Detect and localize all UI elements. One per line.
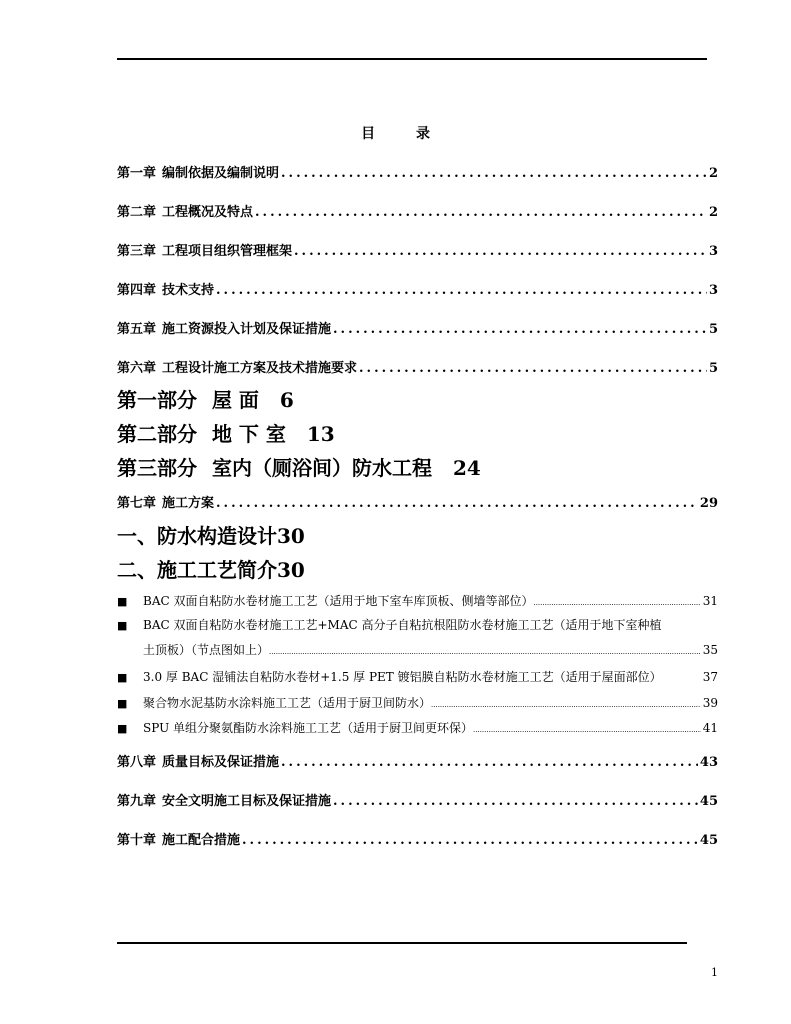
- toc-bullet-1[interactable]: [117, 592, 718, 609]
- page-ref: 41: [702, 721, 718, 735]
- chapter-number: 第二章: [117, 205, 157, 220]
- dot-leader: [333, 794, 698, 809]
- chapter-number: 第四章: [117, 283, 157, 298]
- chapter-number: 第九章: [117, 794, 157, 809]
- page-ref: 31: [702, 594, 718, 608]
- dot-leader: [216, 283, 707, 298]
- page-ref: 30: [277, 558, 305, 582]
- toc-entry-chapter-4[interactable]: [117, 279, 718, 298]
- dot-leader: [281, 755, 698, 770]
- toc-entry-part-2[interactable]: [117, 418, 335, 447]
- footer-rule: [117, 942, 687, 944]
- chapter-number: 第五章: [117, 322, 157, 337]
- bullet-text: 聚合物水泥基防水涂料施工工艺（适用于厨卫间防水）: [143, 696, 432, 710]
- toc-bullet-4[interactable]: [117, 694, 718, 711]
- toc-title: [0, 123, 791, 143]
- toc-entry-chapter-3[interactable]: [117, 240, 718, 259]
- toc-entry-chapter-2[interactable]: [117, 201, 718, 220]
- chapter-title: 质量目标及保证措施: [162, 755, 280, 770]
- bullet-square-icon: ■: [117, 722, 128, 735]
- section-title: 一、防水构造设计: [117, 524, 277, 548]
- toc-entry-chapter-5[interactable]: [117, 318, 718, 337]
- page-ref: 6: [279, 388, 294, 412]
- part-name: 室内（厕浴间）防水工程: [211, 456, 432, 480]
- chapter-title: 工程概况及特点: [162, 205, 254, 220]
- dot-leader: [281, 166, 707, 181]
- page-number: 1: [711, 966, 718, 979]
- page-ref: 3: [708, 244, 718, 259]
- chapter-number: 第七章: [117, 496, 157, 511]
- toc-entry-part-3[interactable]: [117, 452, 481, 481]
- part-label: 第一部分: [117, 388, 197, 412]
- toc-title-char-1: 目: [361, 126, 376, 142]
- toc-entry-chapter-1[interactable]: [117, 162, 718, 181]
- dot-leader: [533, 599, 700, 607]
- dot-leader: [333, 322, 707, 337]
- dot-leader: [359, 361, 707, 376]
- toc-entry-section-1[interactable]: [117, 520, 305, 549]
- page-ref: 39: [702, 696, 718, 710]
- bullet-text: BAC 双面自粘防水卷材施工工艺+MAC 高分子自粘抗根阻防水卷材施工工艺（适用于地下室种植: [143, 618, 662, 632]
- toc-entry-chapter-7[interactable]: [117, 492, 718, 511]
- bullet-text-continuation: 土顶板）（节点图如上）: [143, 643, 270, 657]
- chapter-number: 第六章: [117, 361, 157, 376]
- bullet-text: BAC 双面自粘防水卷材施工工艺（适用于地下室车库顶板、侧墙等部位）: [143, 594, 534, 608]
- page-ref: 24: [452, 456, 481, 480]
- dot-leader: [294, 244, 707, 259]
- page-ref: 13: [306, 422, 335, 446]
- bullet-square-icon: ■: [117, 697, 128, 710]
- page-ref: 5: [708, 322, 718, 337]
- chapter-title: 施工配合措施: [162, 833, 241, 848]
- chapter-number: 第一章: [117, 166, 157, 181]
- toc-entry-part-1[interactable]: [117, 384, 294, 413]
- bullet-square-icon: ■: [117, 595, 128, 608]
- chapter-number: 第八章: [117, 755, 157, 770]
- page-ref: 3: [708, 283, 718, 298]
- section-title: 二、施工工艺简介: [117, 558, 277, 582]
- dot-leader: [216, 496, 698, 511]
- page-ref: 35: [702, 643, 718, 657]
- toc-entry-chapter-8[interactable]: [117, 751, 718, 770]
- toc-entry-chapter-6[interactable]: [117, 357, 718, 376]
- dot-leader: [473, 726, 701, 734]
- bullet-square-icon: ■: [117, 619, 128, 632]
- bullet-square-icon: ■: [117, 671, 128, 684]
- part-label: 第二部分: [117, 422, 197, 446]
- page-ref: 2: [708, 166, 718, 181]
- toc-bullet-3[interactable]: [117, 668, 718, 685]
- chapter-number: 第十章: [117, 833, 157, 848]
- dot-leader: [269, 648, 701, 656]
- page-ref: 2: [708, 205, 718, 220]
- part-name: 屋 面: [211, 388, 259, 412]
- chapter-title: 技术支持: [162, 283, 215, 298]
- bullet-text: 3.0 厚 BAC 湿铺法自粘防水卷材+1.5 厚 PET 镀铝膜自粘防水卷材施工工艺（适用于屋面部位）: [143, 670, 662, 684]
- page-ref: 43: [699, 755, 718, 770]
- page-ref: 29: [699, 496, 718, 511]
- page-ref: 45: [699, 794, 718, 809]
- page-ref: 30: [277, 524, 305, 548]
- chapter-title: 安全文明施工目标及保证措施: [162, 794, 332, 809]
- chapter-title: 工程设计施工方案及技术措施要求: [162, 361, 358, 376]
- toc-bullet-5[interactable]: [117, 719, 718, 736]
- chapter-title: 施工资源投入计划及保证措施: [162, 322, 332, 337]
- chapter-title: 施工方案: [162, 496, 215, 511]
- chapter-number: 第三章: [117, 244, 157, 259]
- toc-entry-chapter-10[interactable]: [117, 829, 718, 848]
- page-ref: 37: [702, 670, 718, 684]
- dot-leader: [242, 833, 698, 848]
- part-label: 第三部分: [117, 456, 197, 480]
- toc-bullet-2-continuation[interactable]: [143, 641, 718, 658]
- toc-bullet-2[interactable]: [117, 616, 718, 633]
- dot-leader: [255, 205, 707, 220]
- dot-leader: [431, 701, 701, 709]
- header-rule: [117, 58, 707, 60]
- bullet-text: SPU 单组分聚氨酯防水涂料施工工艺（适用于厨卫间更环保）: [143, 721, 474, 735]
- toc-entry-chapter-9[interactable]: [117, 790, 718, 809]
- toc-title-char-2: 录: [415, 126, 430, 142]
- page-ref: 45: [699, 833, 718, 848]
- part-name: 地 下 室: [211, 422, 286, 446]
- chapter-title: 工程项目组织管理框架: [162, 244, 293, 259]
- page-ref: 5: [708, 361, 718, 376]
- chapter-title: 编制依据及编制说明: [162, 166, 280, 181]
- toc-entry-section-2[interactable]: [117, 554, 305, 583]
